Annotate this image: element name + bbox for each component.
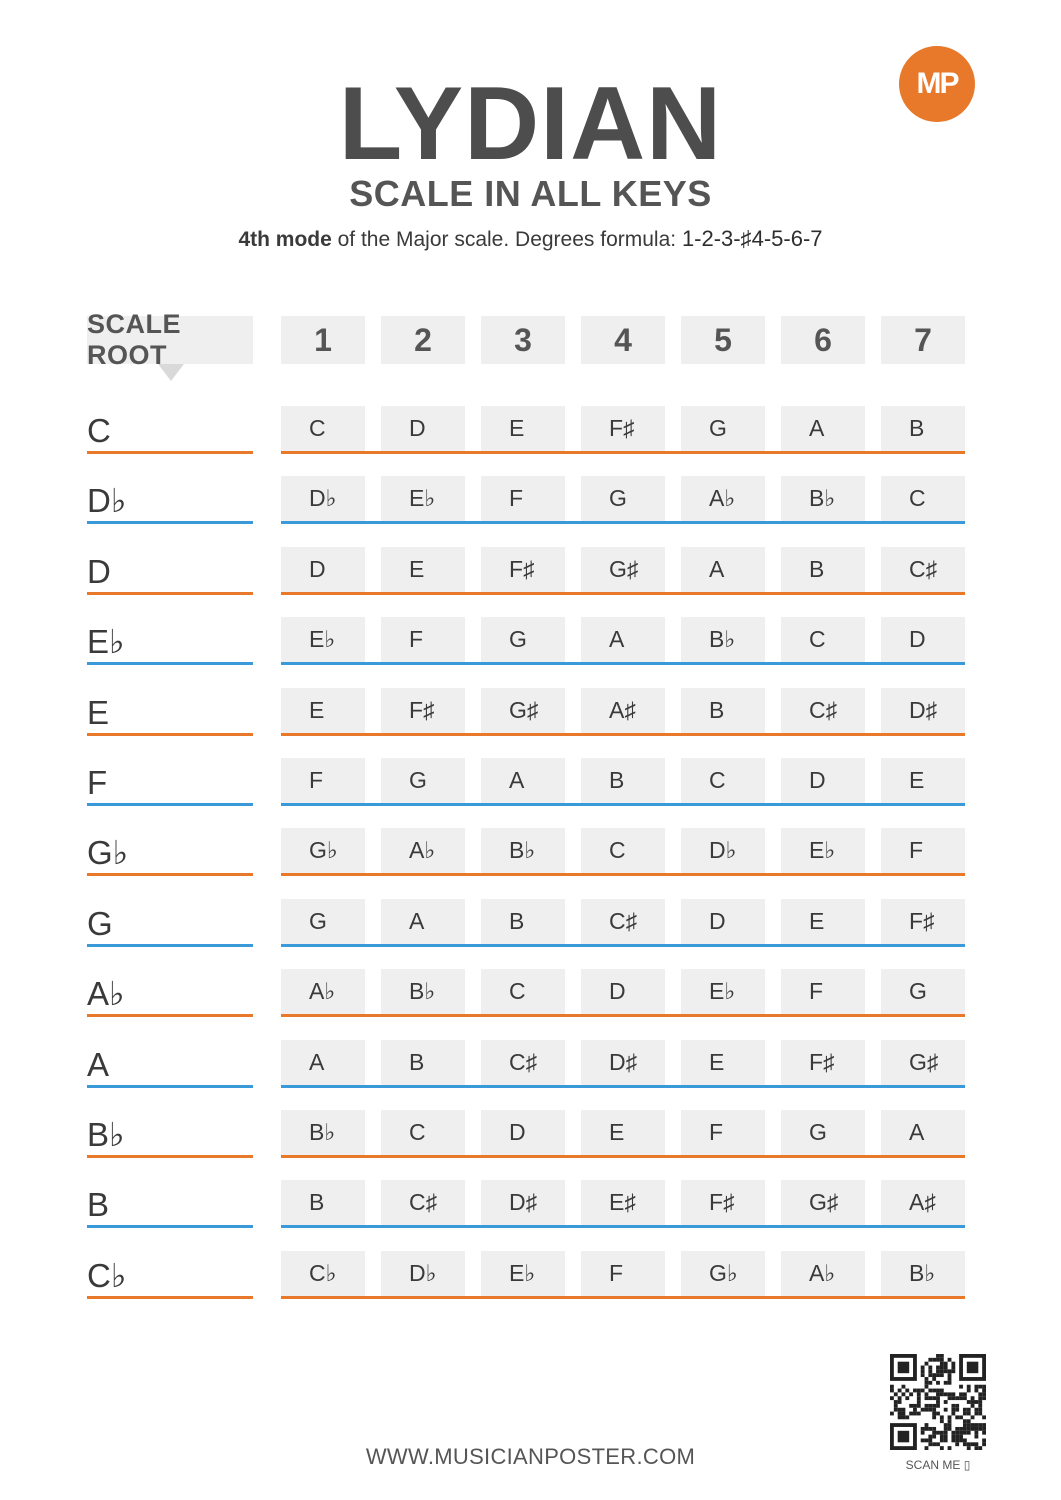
root-underline xyxy=(87,1014,253,1017)
note-cell: F♯ xyxy=(781,1040,865,1085)
website-url[interactable]: WWW.MUSICIANPOSTER.COM xyxy=(365,1444,696,1469)
root-underline xyxy=(87,521,253,524)
scale-root-label: A xyxy=(87,1046,110,1083)
degree-formula: 1-2-3-♯4-5-6-7 xyxy=(681,226,823,251)
note-cell: A xyxy=(481,758,565,803)
note-cell: E xyxy=(681,1040,765,1085)
note-cell: B xyxy=(281,1180,365,1225)
scale-root-label: D♭ xyxy=(87,482,127,519)
note-cell: D♯ xyxy=(581,1040,665,1085)
row-underline xyxy=(281,1225,965,1228)
note-cell: C xyxy=(781,617,865,662)
note-cell: B xyxy=(881,406,965,451)
brand-logo-text: MP xyxy=(916,67,958,100)
note-cell: E xyxy=(881,758,965,803)
root-underline xyxy=(87,803,253,806)
note-cell: C♭ xyxy=(281,1251,365,1296)
degree-header-1: 1 xyxy=(281,316,365,364)
scale-root-label: A♭ xyxy=(87,975,125,1012)
note-cell: G xyxy=(481,617,565,662)
row-underline xyxy=(281,1085,965,1088)
row-underline xyxy=(281,451,965,454)
note-cell: E xyxy=(581,1110,665,1155)
note-cell: A♭ xyxy=(781,1251,865,1296)
note-cell: G xyxy=(881,969,965,1014)
note-cell: A xyxy=(681,547,765,592)
row-underline xyxy=(281,592,965,595)
note-cell: F xyxy=(581,1251,665,1296)
row-underline xyxy=(281,1296,965,1299)
note-cell: B xyxy=(581,758,665,803)
note-cell: A xyxy=(381,899,465,944)
root-underline xyxy=(87,733,253,736)
root-underline xyxy=(87,662,253,665)
row-underline xyxy=(281,803,965,806)
note-cell: A xyxy=(781,406,865,451)
note-cell: B xyxy=(681,688,765,733)
note-cell: C♯ xyxy=(481,1040,565,1085)
note-cell: G♯ xyxy=(781,1180,865,1225)
note-cell: D♯ xyxy=(881,688,965,733)
note-cell: A♯ xyxy=(581,688,665,733)
note-cell: C♯ xyxy=(781,688,865,733)
root-underline xyxy=(87,1225,253,1228)
note-cell: C xyxy=(681,758,765,803)
note-cell: B xyxy=(481,899,565,944)
root-underline xyxy=(87,451,253,454)
note-cell: A xyxy=(281,1040,365,1085)
scale-root-label: C♭ xyxy=(87,1257,127,1294)
note-cell: B xyxy=(781,547,865,592)
note-cell: A xyxy=(581,617,665,662)
note-cell: B♭ xyxy=(381,969,465,1014)
degree-header-7: 7 xyxy=(881,316,965,364)
note-cell: G♯ xyxy=(881,1040,965,1085)
note-cell: D♭ xyxy=(681,828,765,873)
scale-root-label: F xyxy=(87,764,108,801)
note-cell: E♯ xyxy=(581,1180,665,1225)
note-cell: F♯ xyxy=(581,406,665,451)
note-cell: A♯ xyxy=(881,1180,965,1225)
note-cell: E♭ xyxy=(281,617,365,662)
note-cell: C♯ xyxy=(381,1180,465,1225)
degree-header-3: 3 xyxy=(481,316,565,364)
note-cell: D xyxy=(881,617,965,662)
root-underline xyxy=(87,944,253,947)
note-cell: G♭ xyxy=(281,828,365,873)
note-cell: C xyxy=(381,1110,465,1155)
note-cell: C xyxy=(481,969,565,1014)
note-cell: A♭ xyxy=(281,969,365,1014)
note-cell: G xyxy=(381,758,465,803)
note-cell: E xyxy=(281,688,365,733)
scale-root-label: G♭ xyxy=(87,834,129,871)
row-underline xyxy=(281,521,965,524)
row-underline xyxy=(281,733,965,736)
note-cell: D xyxy=(281,547,365,592)
note-cell: C xyxy=(581,828,665,873)
note-cell: G xyxy=(281,899,365,944)
note-cell: B♭ xyxy=(481,828,565,873)
note-cell: A xyxy=(881,1110,965,1155)
note-cell: B xyxy=(381,1040,465,1085)
note-cell: G xyxy=(581,476,665,521)
scale-root-label: E♭ xyxy=(87,623,125,660)
note-cell: C♯ xyxy=(881,547,965,592)
note-cell: B♭ xyxy=(881,1251,965,1296)
note-cell: E xyxy=(381,547,465,592)
root-underline xyxy=(87,1296,253,1299)
scale-root-label: E xyxy=(87,694,110,731)
note-cell: G♭ xyxy=(681,1251,765,1296)
note-cell: D xyxy=(781,758,865,803)
root-underline xyxy=(87,873,253,876)
scale-root-label: B xyxy=(87,1186,110,1223)
degree-header-2: 2 xyxy=(381,316,465,364)
note-cell: E♭ xyxy=(381,476,465,521)
note-cell: F♯ xyxy=(881,899,965,944)
scale-root-label: B♭ xyxy=(87,1116,125,1153)
root-underline xyxy=(87,592,253,595)
scale-description xyxy=(0,228,1061,250)
row-underline xyxy=(281,944,965,947)
note-cell: D♭ xyxy=(381,1251,465,1296)
note-cell: F♯ xyxy=(381,688,465,733)
note-cell: D xyxy=(481,1110,565,1155)
row-underline xyxy=(281,1014,965,1017)
note-cell: G xyxy=(781,1110,865,1155)
note-cell: C♯ xyxy=(581,899,665,944)
note-cell: A♭ xyxy=(381,828,465,873)
degree-header-4: 4 xyxy=(581,316,665,364)
scale-root-label: G xyxy=(87,905,113,942)
note-cell: E♭ xyxy=(681,969,765,1014)
degree-header-5: 5 xyxy=(681,316,765,364)
note-cell: E♭ xyxy=(481,1251,565,1296)
note-cell: F xyxy=(281,758,365,803)
note-cell: C xyxy=(281,406,365,451)
note-cell: F♯ xyxy=(681,1180,765,1225)
row-underline xyxy=(281,1155,965,1158)
note-cell: D♭ xyxy=(281,476,365,521)
note-cell: B♭ xyxy=(681,617,765,662)
row-underline xyxy=(281,873,965,876)
note-cell: F♯ xyxy=(481,547,565,592)
note-cell: G♯ xyxy=(581,547,665,592)
note-cell: D♯ xyxy=(481,1180,565,1225)
root-underline xyxy=(87,1085,253,1088)
note-cell: A♭ xyxy=(681,476,765,521)
note-cell: B♭ xyxy=(281,1110,365,1155)
mode-label: 4th mode xyxy=(238,228,332,251)
note-cell: D xyxy=(381,406,465,451)
note-cell: F xyxy=(881,828,965,873)
root-underline xyxy=(87,1155,253,1158)
scan-me-text: SCAN ME xyxy=(905,1458,961,1472)
qr-code-icon[interactable] xyxy=(890,1354,986,1450)
row-underline xyxy=(281,662,965,665)
down-arrow-icon xyxy=(158,364,184,381)
note-cell: E xyxy=(481,406,565,451)
note-cell: C xyxy=(881,476,965,521)
note-cell: F xyxy=(481,476,565,521)
note-cell: E xyxy=(781,899,865,944)
note-cell: F xyxy=(681,1110,765,1155)
note-cell: E♭ xyxy=(781,828,865,873)
degree-header-6: 6 xyxy=(781,316,865,364)
page-subtitle: SCALE IN ALL KEYS xyxy=(349,173,712,214)
note-cell: F xyxy=(781,969,865,1014)
phone-icon: ▯ xyxy=(963,1458,971,1472)
note-cell: D xyxy=(581,969,665,1014)
scale-root-header: SCALE ROOT xyxy=(87,316,253,364)
scale-root-label: D xyxy=(87,553,111,590)
note-cell: D xyxy=(681,899,765,944)
description-text: of the Major scale. Degrees formula: xyxy=(331,228,682,251)
page-title: LYDIAN xyxy=(338,66,723,182)
scale-root-label: C xyxy=(87,412,111,449)
note-cell: G xyxy=(681,406,765,451)
note-cell: F xyxy=(381,617,465,662)
note-cell: G♯ xyxy=(481,688,565,733)
note-cell: B♭ xyxy=(781,476,865,521)
